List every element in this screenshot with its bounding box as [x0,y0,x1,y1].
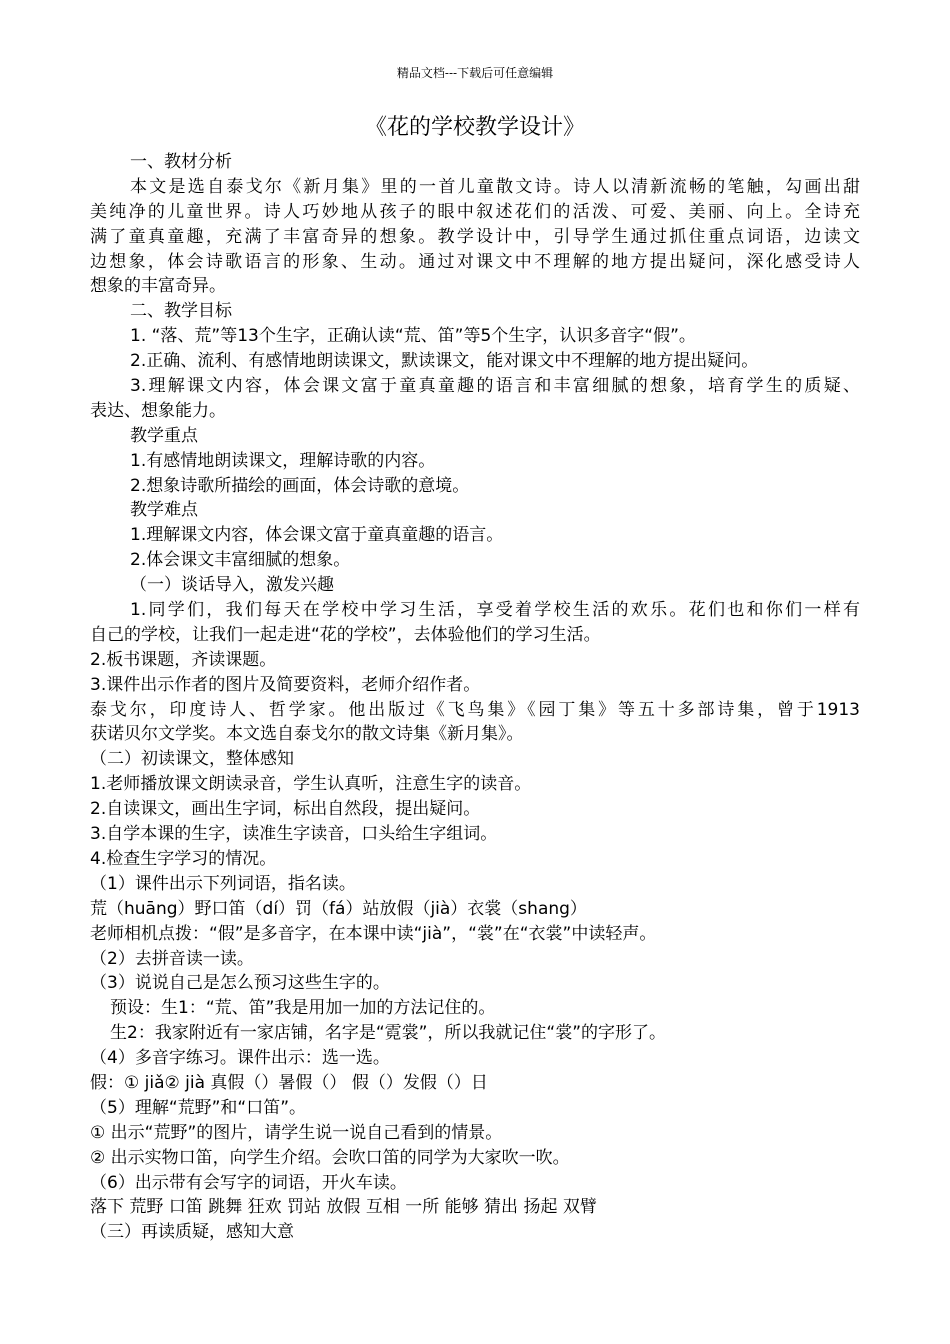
list-item: （4）多音字练习。课件出示：选一选。 [90,1048,390,1069]
paragraph-line: 荒（huāng）野口笛（dí）罚（fá）站放假（jià）衣裳（shang） [90,898,587,919]
paragraph-line: 老师相机点拨：“假”是多音字，在本课中读“jià”，“裳”在“衣裳”中读轻声。 [90,923,657,944]
paragraph-line: 预设：生1：“荒、笛”我是用加一加的方法记住的。 [110,998,496,1019]
section-heading: 二、教学目标 [130,301,232,322]
list-item: 3.自学本课的生字，读准生字读音，口头给生字组词。 [90,824,498,845]
document-body [90,150,860,1245]
section-heading: （一）谈话导入，激发兴趣 [130,575,334,596]
list-item: ① 出示“荒野”的图片，请学生说一说自己看到的情景。 [90,1122,503,1143]
list-item: 3.课件出示作者的图片及简要资料，老师介绍作者。 [90,674,481,695]
paragraph-line: 假：① jiǎ② jià 真假（）暑假（） 假（）发假（）日 [90,1072,488,1093]
paragraph-line: 泰戈尔，印度诗人、哲学家。他出版过《飞鸟集》《园丁集》等五十多部诗集，曾于1913 [90,699,860,720]
section-heading: （二）初读课文，整体感知 [90,749,294,770]
paragraph-line: 自己的学校，让我们一起走进“花的学校”，去体验他们的学习生活。 [90,624,601,645]
page-header: 精品文档---下载后可任意编辑 [396,66,554,80]
paragraph-line: 边想象，体会诗歌语言的形象、生动。通过对课文中不理解的地方提出疑问，深化感受诗人 [90,251,860,272]
list-item: 2.板书课题，齐读课题。 [90,649,277,670]
paragraph-line: 生2：我家附近有一家店铺，名字是“霓裳”，所以我就记住“裳”的字形了。 [110,1023,667,1044]
paragraph-line: 1.同学们，我们每天在学校中学习生活，享受着学校生活的欢乐。花们也和你们一样有 [130,600,860,621]
document-title: 《花的学校教学设计》 [364,115,585,140]
list-item: （2）去拼音读一读。 [90,948,254,969]
list-item: 1.有感情地朗读课文，理解诗歌的内容。 [130,450,436,471]
list-item: 2.自读课文，画出生字词，标出自然段，提出疑问。 [90,799,481,820]
paragraph-line: 想象的丰富奇异。 [90,276,226,297]
list-item: （3）说说自己是怎么预习这些生字的。 [90,973,390,994]
list-item: 1.老师播放课文朗读录音，学生认真听，注意生字的读音。 [90,774,532,795]
list-item: ② 出示实物口笛，向学生介绍。会吹口笛的同学为大家吹一吹。 [90,1147,570,1168]
list-item: 4.检查生字学习的情况。 [90,848,277,869]
subheading: 教学难点 [130,500,198,521]
paragraph-line: 美纯净的儿童世界。诗人巧妙地从孩子的眼中叙述花们的活泼、可爱、美丽、向上。全诗充 [90,201,860,222]
paragraph-line: 本文是选自泰戈尔《新月集》里的一首儿童散文诗。诗人以清新流畅的笔触，勾画出甜 [130,176,860,197]
list-item: （1）课件出示下列词语，指名读。 [90,873,356,894]
list-item: （6）出示带有会写字的词语，开火车读。 [90,1172,407,1193]
section-heading: （三）再读质疑，感知大意 [90,1222,294,1243]
list-item: 表达、想象能力。 [90,400,226,421]
paragraph-line: 落下 荒野 口笛 跳舞 狂欢 罚站 放假 互相 一所 能够 猜出 扬起 双臂 [90,1197,597,1218]
list-item: 2.体会课文丰富细腻的想象。 [130,550,351,571]
paragraph-line: 获诺贝尔文学奖。本文选自泰戈尔的散文诗集《新月集》。 [90,724,524,745]
list-item: 2.正确、流利、有感情地朗读课文，默读课文，能对课文中不理解的地方提出疑问。 [130,351,759,372]
subheading: 教学重点 [130,425,198,446]
list-item: （5）理解“荒野”和“口笛”。 [90,1097,307,1118]
list-item: 3.理解课文内容，体会课文富于童真童趣的语言和丰富细腻的想象，培育学生的质疑、 [130,376,860,397]
section-heading: 一、教材分析 [130,152,232,172]
list-item: 2.想象诗歌所描绘的画面，体会诗歌的意境。 [130,475,470,496]
list-item: 1. “落、荒”等13个生字，正确认读“荒、笛”等5个生字，认识多音字“假”。 [130,326,696,347]
paragraph-line: 满了童真童趣，充满了丰富奇异的想象。教学设计中，引导学生通过抓住重点词语，边读文 [90,226,860,247]
list-item: 1.理解课文内容，体会课文富于童真童趣的语言。 [130,525,504,546]
